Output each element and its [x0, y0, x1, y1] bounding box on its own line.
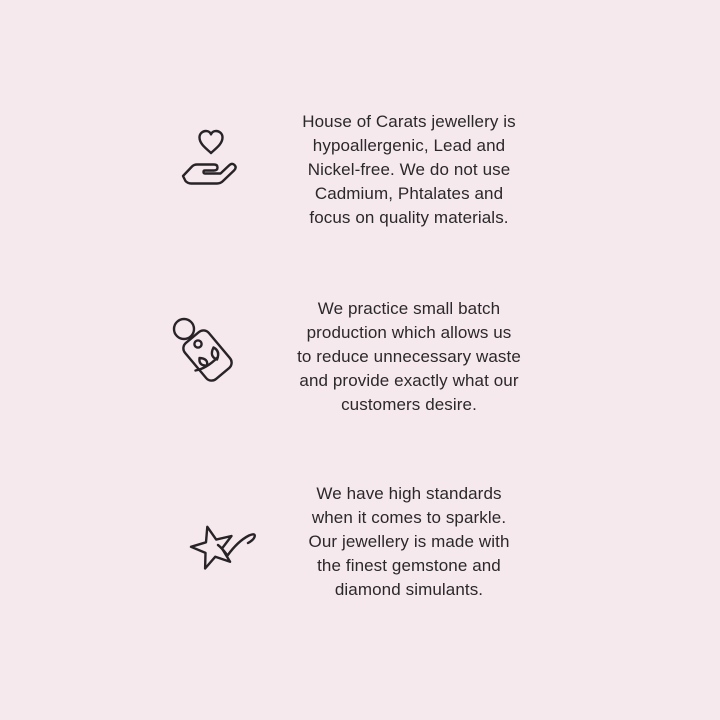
feature-text-line: the finest gemstone and [317, 556, 501, 575]
feature-text-line: when it comes to sparkle. [311, 508, 507, 527]
feature-text-line: Cadmium, Phtalates and [314, 184, 504, 203]
feature-text-line: focus on quality materials. [309, 208, 509, 227]
feature-text-line: hypoallergenic, Lead and [312, 136, 506, 155]
feature-text-line: and provide exactly what our [299, 371, 519, 390]
feature-text-line: House of Carats jewellery is [302, 112, 516, 131]
feature-text-line: diamond simulants. [334, 580, 484, 599]
feature-text [249, 482, 569, 602]
feature-text-line: production which allows us [306, 323, 512, 342]
feature-text-line: Our jewellery is made with [308, 532, 510, 551]
feature-text-line: customers desire. [341, 395, 477, 414]
feature-text-line: to reduce unnecessary waste [297, 347, 521, 366]
feature-text [249, 297, 569, 417]
feature-text-line: We practice small batch [317, 299, 501, 318]
eco-tag-icon [167, 313, 241, 387]
feature-text [249, 110, 569, 230]
heart-in-hand-icon [178, 126, 242, 192]
feature-text-line: We have high standards [316, 484, 502, 503]
feature-text-line: Nickel-free. We do not use [307, 160, 511, 179]
